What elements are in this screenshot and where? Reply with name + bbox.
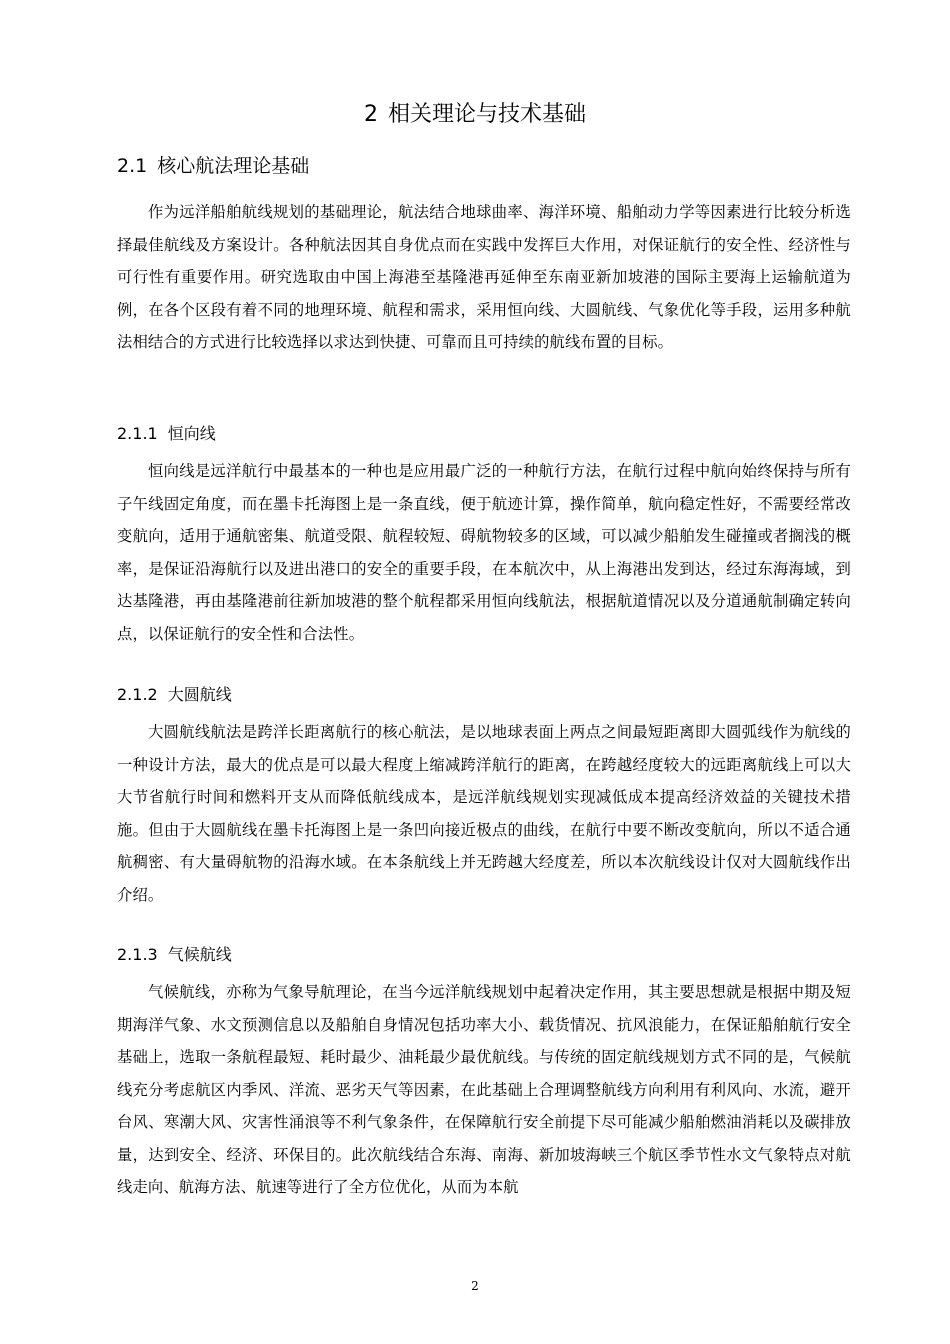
page-number: 2 <box>471 1279 479 1293</box>
subsection-heading-great-circle <box>117 683 232 707</box>
subsection-number: 2.1.1 <box>117 424 158 443</box>
subsection-title: 大圆航线 <box>167 685 232 704</box>
section-intro-paragraph: 作为远洋船舶航线规划的基础理论，航法结合地球曲率、海洋环境、船舶动力学等因素进行比较分析选择最佳航线及方案设计。各种航法因其自身优点而在实践中发挥巨大作用，对保证航行的安全性、经济性与可行性有重要作用。研究选取由中国上海港至基隆港再延伸至东南亚新加坡港的国际主要海上运输航道为例，在各个区段有着不同的地理环境、航程和需求，采用恒向线、大圆航线、气象优化等手段，运用多种航法相结合的方式进行比较选择以求达到快捷、可靠而且可持续的航线布置的目标。 <box>117 203 851 351</box>
chapter-title-text: 相关理论与技术基础 <box>387 102 586 127</box>
section-title: 核心航法理论基础 <box>157 155 310 177</box>
chapter-title <box>0 100 950 130</box>
subsection-title: 气候航线 <box>167 945 232 964</box>
subsection-title: 恒向线 <box>167 424 216 443</box>
subsection-number: 2.1.3 <box>117 945 158 964</box>
subsection-paragraph-climatic-route: 气候航线，亦称为气象导航理论，在当今远洋航线规划中起着决定作用，其主要思想就是根据中期及短期海洋气象、水文预测信息以及船舶自身情况包括功率大小、载货情况、抗风浪能力，在保证船舶航行安全基础上，选取一条航程最短、耗时最少、油耗最少最优航线。与传统的固定航线规划方式不同的是，气候航线充分考虑航区内季风、洋流、恶劣天气等因素，在此基础上合理调整航线方向利用有利风向、水流，避开台风、寒潮大风、灾害性涌浪等不利气象条件，在保障航行安全前提下尽可能减少船舶燃油消耗以及碳排放量，达到安全、经济、环保目的。此次航线结合东海、南海、新加坡海峡三个航区季节性水文气象特点对航线走向、航海方法、航速等进行了全方位优化，从而为本航 <box>117 983 851 1196</box>
chapter-number: 2 <box>363 102 378 127</box>
subsection-heading-rhumb-line <box>117 422 216 446</box>
subsection-heading-climatic-route <box>117 943 232 967</box>
subsection-paragraph-great-circle: 大圆航线航法是跨洋长距离航行的核心航法，是以地球表面上两点之间最短距离即大圆弧线作为航线的一种设计方法，最大的优点是可以最大程度上缩减跨洋航行的距离，在跨越经度较大的远距离航线上可以大大节省航行时间和燃料开支从而降低航线成本，是远洋航线规划实现减低成本提高经济效益的关键技术措施。但由于大圆航线在墨卡托海图上是一条凹向接近极点的曲线，在航行中要不断改变航向，所以不适合通航稠密、有大量碍航物的沿海水域。在本条航线上并无跨越大经度差，所以本次航线设计仅对大圆航线作出介绍。 <box>117 723 851 904</box>
section-heading <box>117 152 309 180</box>
subsection-number: 2.1.2 <box>117 685 158 704</box>
section-number: 2.1 <box>117 155 148 177</box>
subsection-paragraph-rhumb-line: 恒向线是远洋航行中最基本的一种也是应用最广泛的一种航行方法，在航行过程中航向始终保持与所有子午线固定角度，而在墨卡托海图上是一条直线，便于航迹计算，操作简单，航向稳定性好，不需要经常改变航向，适用于通航密集、航道受限、航程较短、碍航物较多的区域，可以减少船舶发生碰撞或者搁浅的概率，是保证沿海航行以及进出港口的安全的重要手段，在本航次中，从上海港出发到达，经过东海海域，到达基隆港，再由基隆港前往新加坡港的整个航程都采用恒向线航法，根据航道情况以及分道通航制确定转向点，以保证航行的安全性和合法性。 <box>117 462 851 643</box>
